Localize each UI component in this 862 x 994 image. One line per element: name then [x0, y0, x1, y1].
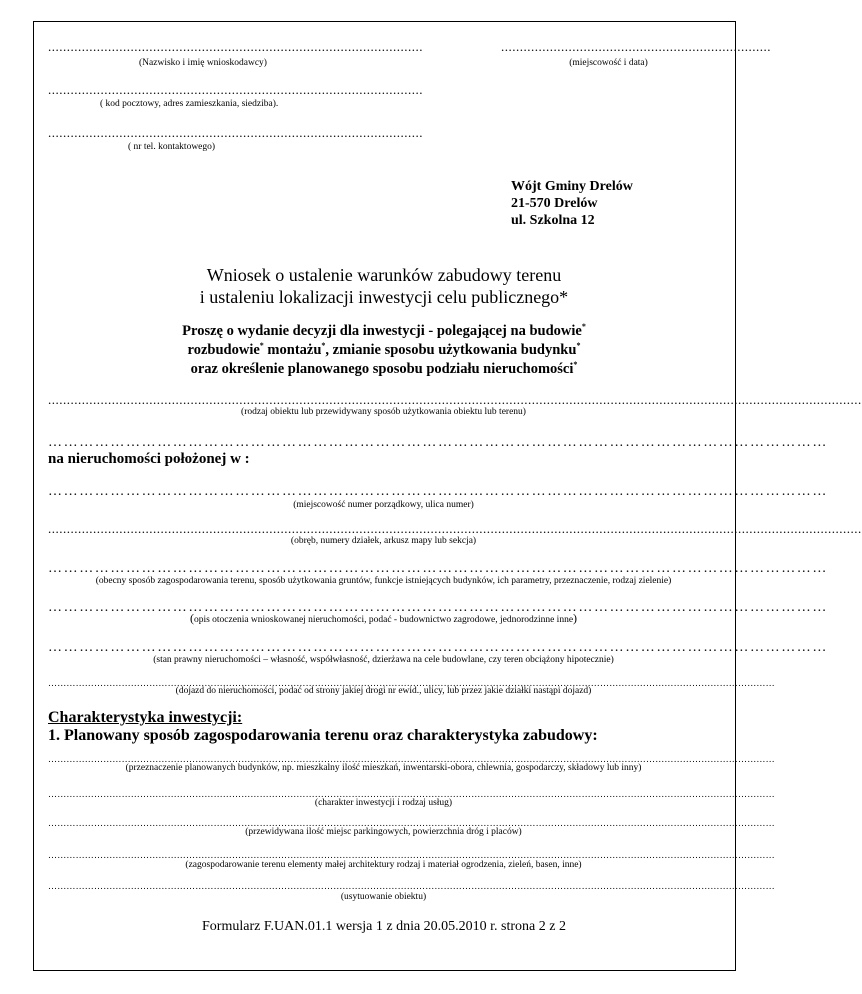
legal-status-line: …………………………………………………………………………………………………………………………………… [48, 640, 828, 655]
legal-status-caption: (stan prawny nieruchomości – własność, współwłasność, dzierżawa na cele budowlane, czy teren obciążony hipotecznie) [153, 655, 614, 665]
character-line: ………………………………………………………………………………………………………………………………………………………………………………………………………………… [48, 789, 775, 799]
recipient-postcode: 21-570 Drelów [511, 196, 598, 211]
current-use-line: …………………………………………………………………………………………………………………………………… [48, 561, 828, 576]
request-line3 [0, 360, 768, 379]
request-line2-b: montażu [263, 342, 322, 358]
request-mark: * [321, 341, 326, 351]
recipient-street: ul. Szkolna 12 [511, 213, 595, 228]
surroundings-paren-close: ) [573, 611, 578, 625]
object-type-line-2: …………………………………………………………………………………………………………………………………… [48, 435, 828, 450]
request-line2-a: rozbudowie [187, 342, 260, 358]
object-type-caption: (rodzaj obiektu lub przewidywany sposób użytkowania obiektu lub terenu) [241, 407, 526, 417]
name-field-line: .................................................................................................... [48, 39, 423, 54]
access-line: ………………………………………………………………………………………………………………………………………………………………………………………………………………… [48, 678, 775, 688]
parcel-caption: (obręb, numery działek, arkusz mapy lub sekcja) [290, 536, 477, 546]
locality-caption: (miejscowość numer porządkowy, ulica numer) [293, 500, 474, 510]
placement-caption: (usytuowanie obiektu) [340, 892, 427, 902]
request-line1 [0, 322, 768, 341]
landscape-caption: (zagospodarowanie terenu elementy małej architektury rodzaj i materiał ogrodzenia, zieleń, basen, inne) [185, 860, 582, 870]
phone-caption: ( nr tel. kontaktowego) [128, 142, 216, 152]
purpose-caption: (przeznaczenie planowanych budynków, np. mieszkalny ilość mieszkań, inwentarski-obora, chlewnia, gospodarczy, składowy lub inny) [125, 763, 642, 773]
recipient-name: Wójt Gminy Drelów [511, 179, 633, 194]
request-line1-text: Proszę o wydanie decyzji dla inwestycji - polegającej na budowie [182, 323, 582, 339]
request-line2 [0, 341, 768, 360]
form-footer: Formularz F.UAN.01.1 wersja 1 z dnia 20.05.2010 r. strona 2 z 2 [202, 919, 566, 934]
request-line2-c: , zmianie sposobu użytkowania budynku [325, 342, 577, 358]
object-type-line: ......................................................................................................................................................................................................................... [48, 392, 862, 407]
character-caption: (charakter inwestycji i rodzaj usług) [314, 798, 453, 808]
address-field-line: .................................................................................................... [48, 82, 423, 97]
form-title-line1: Wniosek o ustalenie warunków zabudowy terenu [206, 265, 562, 285]
landscape-line: ………………………………………………………………………………………………………………………………………………………………………………………………………………… [48, 850, 775, 860]
request-mark: * [259, 341, 264, 351]
surroundings-paren-open: ( [189, 611, 194, 625]
locality-line: …………………………………………………………………………………………………………………………………… [48, 484, 828, 499]
parcel-line: ......................................................................................................................................................................................................................... [48, 521, 862, 536]
section-heading: Charakterystyka inwestycji: [48, 709, 243, 726]
parking-line: ………………………………………………………………………………………………………………………………………………………………………………………………………………… [48, 818, 775, 828]
request-mark: * [576, 341, 581, 351]
located-label: na nieruchomości położonej w : [48, 451, 250, 467]
parking-caption: (przewidywana ilość miejsc parkingowych, powierzchnia dróg i placów) [245, 827, 522, 837]
place-date-field-line: ........................................................................ [501, 39, 771, 54]
place-date-caption: (miejscowość i data) [569, 58, 648, 68]
surroundings-line: …………………………………………………………………………………………………………………………………… [48, 600, 828, 615]
surroundings-caption [48, 613, 719, 626]
request-line3-text: oraz określenie planowanego sposobu podziału nieruchomości [190, 361, 574, 377]
section-subheading: 1. Planowany sposób zagospodarowania terenu oraz charakterystyka zabudowy: [48, 727, 598, 744]
phone-field-line: .................................................................................................... [48, 125, 423, 140]
request-mark: * [581, 322, 586, 332]
surroundings-text: opis otoczenia wnioskowanej nieruchomości, podać - budownictwo zagrodowe, jednorodzinne inne [193, 615, 574, 625]
placement-line: ………………………………………………………………………………………………………………………………………………………………………………………………………………… [48, 881, 775, 891]
form-title-line2: i ustaleniu lokalizacji inwestycji celu publicznego* [199, 287, 569, 307]
purpose-line: ………………………………………………………………………………………………………………………………………………………………………………………………………………… [48, 754, 775, 764]
request-mark: * [573, 360, 578, 370]
current-use-caption: (obecny sposób zagospodarowania terenu, sposób użytkowania gruntów, funkcje istniejących budynków, ich parametry, przeznaczenie, rodzaj zielenie) [95, 576, 672, 586]
name-caption: (Nazwisko i imię wnioskodawcy) [139, 58, 267, 68]
address-caption: ( kod pocztowy, adres zamieszkania, siedziba). [100, 99, 279, 109]
access-caption: (dojazd do nieruchomości, podać od strony jakiej drogi nr ewid., ulicy, lub przez jakie działki nastąpi dojazd) [175, 686, 592, 696]
